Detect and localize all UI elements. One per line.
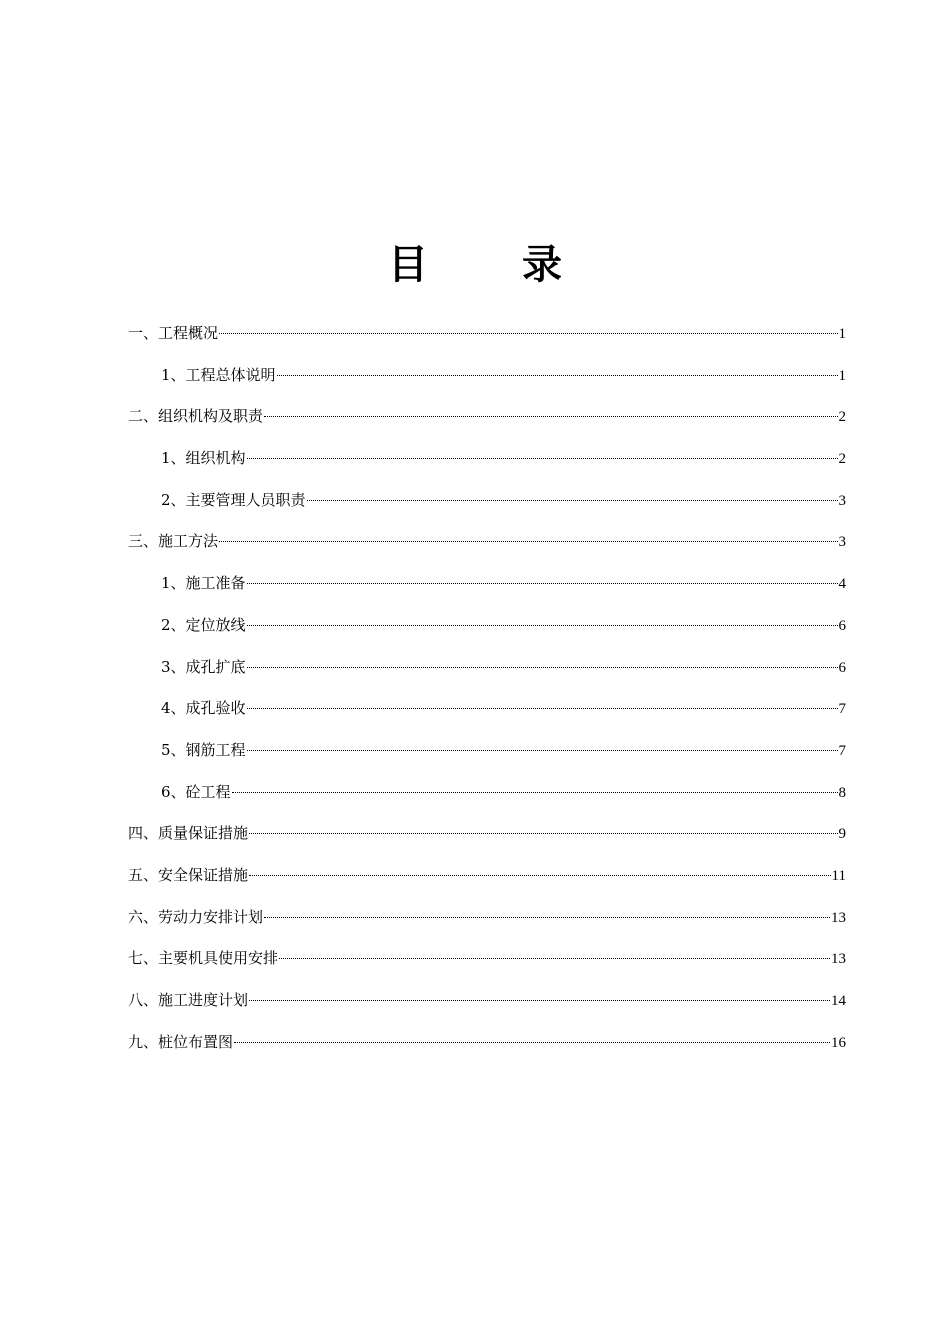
toc-entry-label: 2、主要管理人员职责 (161, 490, 306, 509)
toc-title: 目 录 (388, 242, 602, 288)
toc-entry[interactable] (128, 904, 846, 946)
toc-entry[interactable] (128, 362, 846, 404)
toc-entry-page: 7 (838, 701, 846, 718)
toc-entry-page: 2 (838, 451, 846, 468)
dot-leader (247, 750, 838, 751)
table-of-contents (128, 320, 846, 1070)
toc-entry[interactable] (128, 1029, 846, 1071)
dot-leader (247, 625, 838, 626)
toc-entry-label: 一、工程概况 (128, 324, 219, 342)
toc-entry[interactable] (128, 445, 846, 487)
toc-entry-page: 13 (831, 951, 846, 968)
toc-entry-page: 14 (831, 993, 846, 1009)
toc-entry-label: 五、安全保证措施 (128, 865, 249, 884)
toc-entry[interactable] (128, 320, 846, 362)
toc-entry-label: 6、砼工程 (161, 782, 231, 801)
toc-entry[interactable] (128, 945, 846, 987)
toc-entry-label: 六、劳动力安排计划 (128, 907, 264, 926)
toc-entry-label: 1、组织机构 (161, 449, 246, 468)
toc-entry[interactable] (128, 528, 846, 570)
toc-entry[interactable] (128, 403, 846, 445)
toc-entry-page: 4 (838, 576, 846, 593)
dot-leader (277, 375, 838, 376)
toc-entry-label: 2、定位放线 (161, 615, 246, 634)
dot-leader (247, 458, 838, 459)
toc-entry-label: 4、成孔验收 (161, 699, 246, 718)
dot-leader (249, 833, 837, 834)
toc-entry-page: 8 (838, 784, 846, 801)
toc-entry-label: 3、成孔扩底 (161, 657, 246, 676)
dot-leader (234, 1042, 830, 1043)
toc-entry[interactable] (128, 487, 846, 529)
toc-entry[interactable] (128, 820, 846, 862)
toc-entry[interactable] (128, 654, 846, 696)
toc-entry[interactable] (128, 862, 846, 904)
toc-entry-label: 七、主要机具使用安排 (128, 949, 279, 968)
toc-entry-label: 九、桩位布置图 (128, 1032, 234, 1051)
toc-entry-page: 2 (838, 409, 846, 426)
dot-leader (219, 333, 837, 334)
dot-leader (249, 875, 831, 876)
dot-leader (232, 792, 838, 793)
dot-leader (247, 583, 838, 584)
toc-entry-page: 1 (838, 326, 846, 342)
toc-entry[interactable] (128, 987, 846, 1029)
toc-entry[interactable] (128, 612, 846, 654)
toc-entry[interactable] (128, 779, 846, 821)
toc-entry-page: 3 (838, 492, 846, 509)
toc-entry-page: 9 (838, 826, 846, 843)
dot-leader (247, 667, 838, 668)
toc-entry-label: 四、质量保证措施 (128, 824, 249, 843)
toc-entry-page: 11 (831, 867, 846, 884)
toc-entry-label: 八、施工进度计划 (128, 991, 249, 1009)
toc-entry-page: 13 (831, 909, 846, 926)
toc-entry-page: 7 (838, 742, 846, 759)
toc-entry-label: 二、组织机构及职责 (128, 407, 264, 426)
toc-entry-label: 1、工程总体说明 (161, 365, 276, 384)
dot-leader (264, 917, 830, 918)
toc-entry-label: 三、施工方法 (128, 532, 219, 551)
dot-leader (264, 416, 837, 417)
dot-leader (249, 1000, 830, 1001)
dot-leader (279, 958, 830, 959)
toc-entry-page: 16 (831, 1034, 846, 1051)
toc-entry[interactable] (128, 570, 846, 612)
toc-entry[interactable] (128, 737, 846, 779)
toc-entry-label: 5、钢筋工程 (161, 740, 246, 759)
toc-entry-label: 1、施工准备 (161, 574, 246, 593)
toc-entry-page: 3 (838, 534, 846, 551)
toc-entry[interactable] (128, 695, 846, 737)
toc-entry-page: 6 (838, 617, 846, 634)
dot-leader (247, 708, 838, 709)
dot-leader (219, 541, 837, 542)
toc-entry-page: 6 (838, 659, 846, 676)
dot-leader (307, 500, 838, 501)
toc-entry-page: 1 (838, 367, 846, 384)
